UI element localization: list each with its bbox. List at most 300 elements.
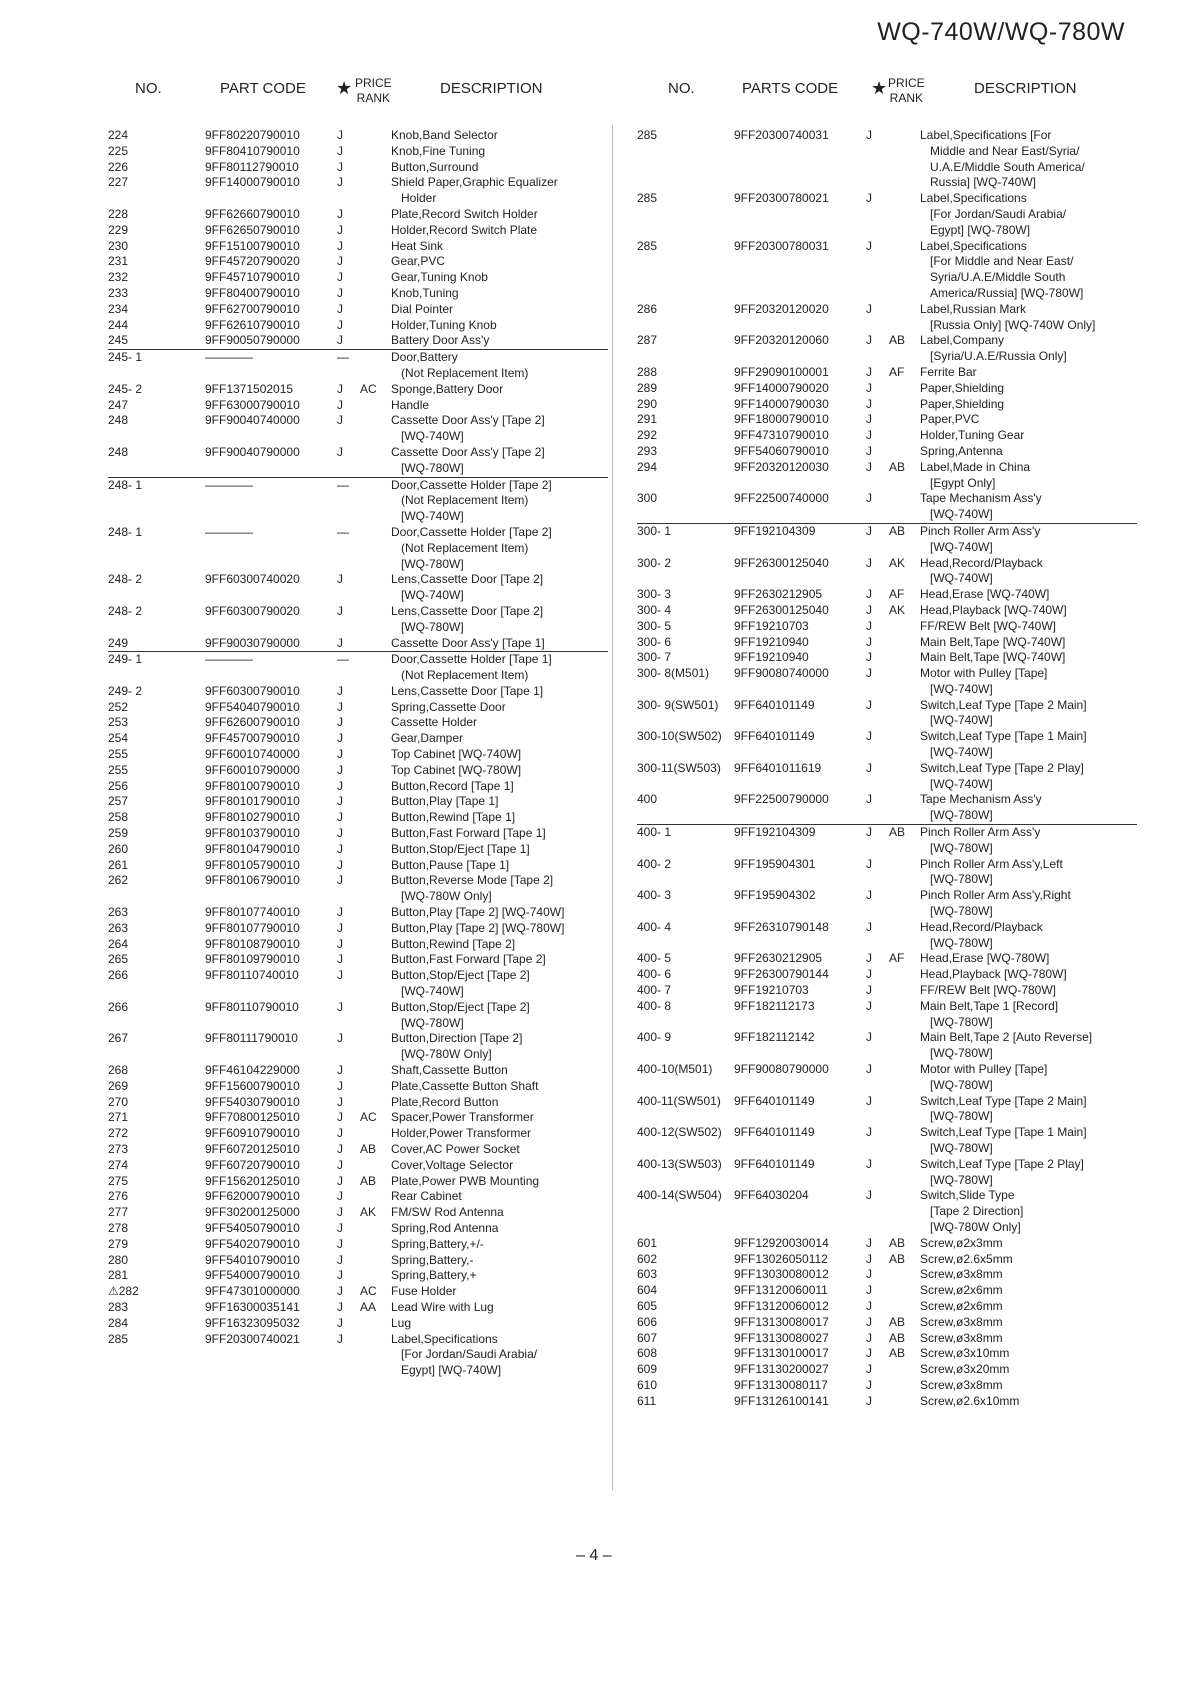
description-line: Cover,Voltage Selector [391, 1157, 514, 1172]
part-no: 249- 2 [108, 683, 143, 698]
description-line: Pinch Roller Arm Ass'y [920, 825, 1041, 840]
description-line: U.A.E/Middle South America/ [930, 159, 1085, 174]
part-description [920, 1094, 1137, 1126]
description-line: Sponge,Battery Door [391, 381, 504, 396]
price-rank [360, 763, 391, 779]
part-no: 255 [108, 747, 129, 762]
part-no: 248 [108, 413, 129, 428]
part-code: 9FF80110790010 [205, 999, 299, 1014]
part-description [920, 239, 1137, 302]
part-description [920, 365, 1137, 381]
description-line: Button,Record [Tape 1] [391, 778, 514, 793]
price-rank [360, 700, 391, 716]
description-line: Screw,ø3x8mm [920, 1330, 1003, 1345]
part-no: 400 [637, 792, 658, 807]
part-description [391, 1237, 608, 1253]
left-header-rank: RANK [356, 91, 391, 105]
part-no: 293 [637, 443, 658, 458]
table-row [637, 428, 1137, 444]
part-description [920, 650, 1137, 666]
price-rank [889, 857, 920, 889]
table-row [108, 794, 608, 810]
price-j: J [866, 919, 872, 934]
table-row [108, 1174, 608, 1190]
part-no: 270 [108, 1094, 129, 1109]
part-description [391, 826, 608, 842]
part-no: 287 [637, 333, 658, 348]
part-description [391, 842, 608, 858]
price-rank [889, 729, 920, 761]
description-line: Label,Specifications [For [920, 128, 1052, 142]
description-line: Door,Cassette Holder [Tape 2] [391, 524, 552, 539]
part-no: 300- 5 [637, 618, 672, 633]
price-j: J [866, 998, 872, 1013]
price-j: J [866, 634, 872, 649]
description-line: Screw,ø2.6x10mm [920, 1393, 1020, 1408]
part-code: 9FF80112790010 [205, 159, 299, 174]
part-code: 9FF60910790010 [205, 1126, 300, 1141]
price-j: J [866, 602, 872, 617]
part-code: 9FF60300790010 [205, 683, 300, 698]
part-code: 9FF60010790000 [205, 762, 300, 777]
price-j: J [866, 587, 872, 602]
part-no: 400- 6 [637, 967, 672, 982]
price-rank [889, 1094, 920, 1126]
part-code: 9FF90080790000 [734, 1062, 829, 1077]
description-line: [WQ-780W Only] [930, 1219, 1021, 1234]
part-code: 9FF13120060012 [734, 1298, 829, 1313]
part-no: 271 [108, 1110, 129, 1125]
part-description [920, 1346, 1137, 1362]
price-rank [889, 191, 920, 238]
part-description [391, 794, 608, 810]
description-line: Paper,Shielding [920, 380, 1005, 395]
part-description [391, 1079, 608, 1095]
part-code: 9FF182112173 [734, 998, 815, 1013]
part-code: 9FF16300035141 [205, 1299, 300, 1314]
description-line: Dial Pointer [391, 301, 454, 316]
description-line: [WQ-780W Only] [401, 1047, 492, 1062]
description-line: Switch,Leaf Type [Tape 2 Play] [920, 760, 1084, 775]
description-line: Door,Cassette Holder [Tape 2] [391, 477, 552, 492]
description-line: [WQ-780W] [930, 840, 993, 855]
part-code: 9FF90040790000 [205, 444, 300, 459]
part-no: 300- 2 [637, 555, 672, 570]
part-code: 9FF80111790010 [205, 1031, 298, 1046]
part-description [920, 666, 1137, 698]
part-code: 9FF62660790010 [205, 206, 300, 221]
part-no: 266 [108, 968, 129, 983]
part-description [920, 761, 1137, 793]
table-row [108, 270, 608, 286]
description-line: Button,Pause [Tape 1] [391, 857, 510, 872]
price-rank [360, 398, 391, 414]
table-row [637, 1236, 1137, 1252]
table-row [108, 1158, 608, 1174]
part-description [920, 1378, 1137, 1394]
price-j: J [337, 762, 343, 777]
part-description [920, 635, 1137, 651]
price-rank: AF [889, 587, 905, 602]
table-row [637, 857, 1137, 889]
description-line: [WQ-740W] [401, 509, 464, 524]
price-rank: AK [889, 555, 906, 570]
description-line: Ferrite Bar [920, 364, 977, 379]
price-j: J [337, 794, 343, 809]
price-rank [889, 239, 920, 302]
table-row [108, 873, 608, 905]
description-line: Knob,Band Selector [391, 128, 498, 142]
right-header-no: NO. [668, 80, 695, 97]
description-line: Handle [391, 397, 430, 412]
table-row [637, 397, 1137, 413]
part-description [920, 333, 1137, 365]
price-rank: AC [360, 1284, 377, 1299]
part-code: 9FF12920030014 [734, 1235, 829, 1250]
price-j: J [337, 317, 343, 332]
price-j: J [866, 1377, 872, 1392]
price-rank: AB [889, 1251, 906, 1266]
price-j: J [866, 301, 872, 316]
description-line: [WQ-780W Only] [401, 889, 492, 904]
price-rank [360, 873, 391, 905]
table-row [637, 1062, 1137, 1094]
part-no: 234 [108, 301, 129, 316]
part-code: 9FF60010740000 [205, 747, 300, 762]
part-code: 9FF22500740000 [734, 491, 829, 506]
part-no: 604 [637, 1283, 658, 1298]
part-description [920, 1252, 1137, 1268]
price-j: J [866, 1125, 872, 1140]
table-row [108, 1237, 608, 1253]
part-code: 9FF30200125000 [205, 1205, 300, 1220]
part-code: 9FF640101149 [734, 1125, 815, 1140]
part-no: 400- 3 [637, 888, 672, 903]
part-description [920, 397, 1137, 413]
part-no: 265 [108, 952, 129, 967]
price-rank: AB [360, 1173, 377, 1188]
part-description [920, 888, 1137, 920]
price-rank [360, 1253, 391, 1269]
table-row [637, 1252, 1137, 1268]
part-description [391, 1284, 608, 1300]
price-rank [360, 302, 391, 318]
part-code: 9FF640101149 [734, 697, 815, 712]
part-code: 9FF80103790010 [205, 826, 300, 841]
price-rank: AK [889, 602, 906, 617]
price-rank [360, 921, 391, 937]
part-code: 9FF29090100001 [734, 364, 829, 379]
price-rank [889, 666, 920, 698]
table-row [637, 1346, 1137, 1362]
part-description [920, 920, 1137, 952]
description-line: Egypt] [WQ-780W] [930, 222, 1031, 237]
price-rank [889, 888, 920, 920]
part-code: 9FF45710790010 [205, 270, 300, 285]
description-line: Tape Mechanism Ass'y [920, 792, 1042, 807]
part-no: 300-10(SW502) [637, 729, 722, 744]
part-description [391, 1063, 608, 1079]
part-no: 289 [637, 380, 658, 395]
table-row [108, 175, 608, 207]
description-line: [WQ-740W] [401, 984, 464, 999]
description-line: Battery Door Ass'y [391, 333, 490, 348]
description-line: Plate,Record Switch Holder [391, 206, 538, 221]
price-rank [360, 604, 391, 636]
description-line: Spring,Battery,+/- [391, 1236, 484, 1251]
table-row [637, 412, 1137, 428]
part-no: 229 [108, 222, 129, 237]
part-no: 280 [108, 1252, 129, 1267]
price-j: J [337, 1268, 343, 1283]
part-no: 244 [108, 317, 129, 332]
description-line: [WQ-780W] [930, 872, 993, 887]
description-line: [For Jordan/Saudi Arabia/ [930, 206, 1067, 221]
price-rank [360, 826, 391, 842]
part-code: 9FF13120060011 [734, 1283, 828, 1298]
description-line: Lens,Cassette Door [Tape 2] [391, 572, 544, 587]
description-line: Pinch Roller Arm Ass'y [920, 523, 1041, 538]
part-no: 292 [637, 428, 658, 443]
description-line: Label,Company [920, 333, 1005, 348]
price-rank [360, 842, 391, 858]
part-code: 9FF1371502015 [205, 381, 294, 396]
price-rank: AB [889, 333, 906, 348]
price-rank [360, 905, 391, 921]
table-row [108, 652, 608, 684]
price-rank [889, 128, 920, 191]
part-description [391, 1174, 608, 1190]
part-description [391, 572, 608, 604]
price-j: J [866, 618, 872, 633]
table-row [108, 1189, 608, 1205]
description-line: Cover,AC Power Socket [391, 1142, 520, 1156]
description-line: [WQ-740W] [401, 588, 464, 603]
description-line: Head,Erase [WQ-740W] [920, 587, 1050, 602]
part-description [391, 333, 608, 349]
part-code: 9FF62700790010 [205, 301, 300, 316]
price-j: J [337, 683, 343, 698]
part-code: 9FF19210940 [734, 650, 809, 665]
part-no: 400- 7 [637, 983, 672, 998]
part-code: 9FF80104790010 [205, 841, 300, 856]
description-line: Gear,PVC [391, 254, 446, 269]
price-rank [360, 223, 391, 239]
description-line: America/Russia] [WQ-780W] [930, 285, 1084, 300]
description-line: [WQ-780W] [930, 1077, 993, 1092]
part-code: ———— [205, 652, 337, 684]
table-row [108, 1126, 608, 1142]
part-code: 9FF54050790010 [205, 1220, 300, 1235]
part-description [391, 350, 608, 382]
description-line: Shaft,Cassette Button [391, 1063, 508, 1078]
price-j: J [866, 1156, 872, 1171]
part-description [391, 207, 608, 223]
price-rank [889, 1299, 920, 1315]
part-description [920, 444, 1137, 460]
description-line: Gear,Tuning Knob [391, 270, 488, 285]
part-code: 9FF54060790010 [734, 443, 829, 458]
part-code: 9FF13130080027 [734, 1330, 829, 1345]
part-code: 9FF640101149 [734, 1156, 815, 1171]
part-no: 263 [108, 920, 129, 935]
part-no: 264 [108, 936, 129, 951]
part-description [920, 1062, 1137, 1094]
part-code: 9FF45720790020 [205, 254, 300, 269]
part-code: 9FF20300740021 [205, 1331, 300, 1346]
table-row [637, 1394, 1137, 1410]
table-row [108, 684, 608, 700]
part-description [391, 1142, 608, 1158]
part-no: 283 [108, 1299, 129, 1314]
part-description [920, 412, 1137, 428]
description-line: Screw,ø2.6x5mm [920, 1251, 1013, 1266]
part-code: 9FF80220790010 [205, 128, 300, 142]
price-j: J [866, 760, 872, 775]
part-no: 259 [108, 826, 129, 841]
price-j: J [866, 333, 872, 348]
description-line: [WQ-780W] [401, 1015, 464, 1030]
part-no: 400- 4 [637, 919, 672, 934]
table-row [637, 587, 1137, 603]
part-description [920, 1362, 1137, 1378]
table-row [637, 491, 1137, 523]
part-description [391, 1268, 608, 1284]
part-code: 9FF45700790010 [205, 731, 300, 746]
price-j: J [866, 1093, 872, 1108]
description-line: Lead Wire with Lug [391, 1299, 494, 1314]
description-line: Motor with Pulley [Tape] [920, 1062, 1048, 1077]
description-line: Head,Record/Playback [920, 555, 1043, 570]
description-line: Button,Rewind [Tape 1] [391, 810, 516, 825]
part-code: 9FF80106790010 [205, 873, 300, 888]
part-no: 400- 5 [637, 951, 672, 966]
part-no: 275 [108, 1173, 129, 1188]
price-rank [889, 1362, 920, 1378]
part-code: 9FF80109790010 [205, 952, 300, 967]
part-no: 249 [108, 635, 129, 650]
description-line: Head,Playback [WQ-740W] [920, 602, 1067, 617]
part-code: 9FF80100790010 [205, 778, 300, 793]
part-code: 9FF195904301 [734, 856, 816, 871]
price-j: — [337, 350, 360, 382]
part-code: 9FF62610790010 [205, 317, 300, 332]
part-code: 9FF18000790010 [734, 412, 829, 427]
part-description [391, 413, 608, 445]
table-row [637, 650, 1137, 666]
description-line: Label,Specifications [391, 1331, 498, 1346]
table-row [108, 731, 608, 747]
description-line: [WQ-740W] [930, 539, 993, 554]
price-rank [889, 619, 920, 635]
price-rank [360, 333, 391, 349]
table-row [637, 365, 1137, 381]
part-description [391, 239, 608, 255]
part-description [391, 779, 608, 795]
price-rank [889, 381, 920, 397]
table-row [108, 937, 608, 953]
price-rank [360, 1316, 391, 1332]
part-description [920, 983, 1137, 999]
description-line: Button,Play [Tape 2] [WQ-780W] [391, 920, 565, 935]
part-code: 9FF2630212905 [734, 951, 823, 966]
part-code: 9FF63000790010 [205, 397, 300, 412]
part-description [920, 857, 1137, 889]
description-line: FF/REW Belt [WQ-780W] [920, 983, 1057, 998]
part-code: 9FF62600790010 [205, 715, 300, 730]
price-rank [360, 1126, 391, 1142]
part-code: 9FF182112142 [734, 1030, 815, 1045]
price-rank [889, 302, 920, 334]
part-description [391, 604, 608, 636]
part-code: 9FF80108790010 [205, 936, 300, 951]
table-row [108, 1063, 608, 1079]
part-code: 9FF26300125040 [734, 602, 829, 617]
table-row [108, 1316, 608, 1332]
price-j: J [337, 826, 343, 841]
part-description [391, 223, 608, 239]
part-no: 400-10(M501) [637, 1062, 713, 1077]
part-no: 228 [108, 206, 129, 221]
part-description [920, 523, 1137, 555]
table-row [108, 826, 608, 842]
price-j: J [337, 143, 343, 158]
part-code: 9FF80105790010 [205, 857, 300, 872]
description-line: Heat Sink [391, 238, 444, 253]
description-line: (Not Replacement Item) [401, 668, 529, 683]
part-code: 9FF54000790010 [205, 1268, 300, 1283]
price-rank [360, 572, 391, 604]
price-j: J [866, 1235, 872, 1250]
price-rank [889, 412, 920, 428]
part-no: 285 [637, 128, 658, 142]
table-row [108, 286, 608, 302]
page-number: – 4 – [576, 1547, 612, 1564]
part-code: 9FF54040790010 [205, 699, 300, 714]
description-line: Label,Made in China [920, 459, 1031, 474]
part-code: 9FF90080740000 [734, 666, 829, 681]
part-description [920, 1267, 1137, 1283]
part-code: 9FF2630212905 [734, 587, 823, 602]
part-no: 276 [108, 1189, 129, 1204]
price-rank [360, 160, 391, 176]
price-rank [360, 1189, 391, 1205]
price-rank [360, 937, 391, 953]
part-description [920, 556, 1137, 588]
part-no: 400- 2 [637, 856, 672, 871]
part-code: 9FF19210703 [734, 618, 809, 633]
price-j: J [337, 810, 343, 825]
part-code: 9FF20320120060 [734, 333, 829, 348]
description-line: Button,Stop/Eject [Tape 1] [391, 841, 530, 856]
price-rank: AB [889, 1235, 906, 1250]
part-no: 277 [108, 1205, 129, 1220]
price-rank [360, 1332, 391, 1379]
table-row [637, 825, 1137, 857]
part-no: 266 [108, 999, 129, 1014]
part-code: 9FF80107790010 [205, 920, 300, 935]
price-j: J [337, 413, 343, 428]
part-description [920, 460, 1137, 492]
right-header-price-rank [888, 76, 925, 106]
price-j: J [866, 1393, 872, 1408]
table-row [637, 444, 1137, 460]
description-line: [Egypt Only] [930, 475, 996, 490]
part-description [920, 792, 1137, 824]
price-j: J [866, 1188, 872, 1203]
part-code: 9FF90040740000 [205, 413, 300, 428]
price-rank [889, 1378, 920, 1394]
